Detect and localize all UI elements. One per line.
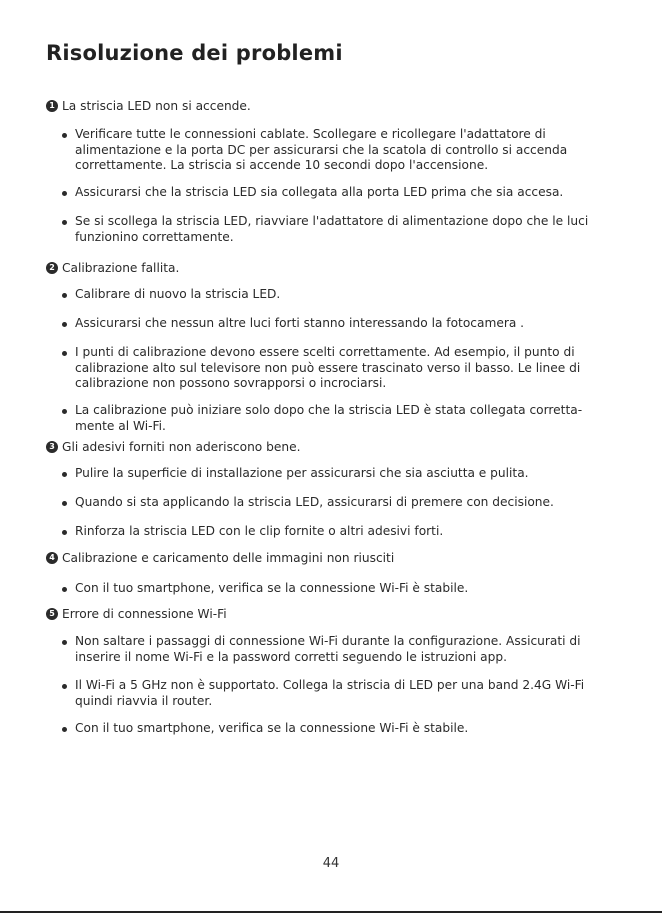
section-4-heading bbox=[46, 550, 394, 566]
bullet-icon bbox=[62, 293, 67, 298]
number-5-badge: 5 bbox=[46, 608, 58, 620]
bullet-icon bbox=[62, 351, 67, 356]
list-item: Rinforza la striscia LED con le clip fornite o altri adesivi forti. bbox=[62, 524, 590, 540]
section-3-heading bbox=[46, 439, 300, 455]
section-5-heading-text: Errore di connessione Wi-Fi bbox=[62, 607, 227, 621]
section-1-heading-text: La striscia LED non si accende. bbox=[62, 99, 251, 113]
list-item: Se si scollega la striscia LED, riavviare l'adattatore di alimentazione dopo che le luci funzionino correttamente. bbox=[62, 214, 590, 245]
number-1-badge: 1 bbox=[46, 100, 58, 112]
list-item: Calibrare di nuovo la striscia LED. bbox=[62, 287, 590, 303]
list-item: Non saltare i passaggi di connessione Wi-Fi durante la configurazione. Assicurati di inserire il nome Wi-Fi e la password corretti seguendo le istruzioni app. bbox=[62, 634, 590, 665]
bullet-icon bbox=[62, 530, 67, 535]
bullet-icon bbox=[62, 684, 67, 689]
list-item: Verificare tutte le connessioni cablate. Scollegare e ricollegare l'adattatore di alimentazione e la porta DC per assicurarsi che la scatola di controllo si accenda correttamente. La striscia si accende 10 secondi dopo l'accensione. bbox=[62, 127, 590, 174]
list-item: I punti di calibrazione devono essere scelti correttamente. Ad esempio, il punto di calibrazione alto sul televisore non può essere trascinato verso il basso. Le linee di calibrazione non possono sovrapporsi o incrociarsi. bbox=[62, 345, 590, 392]
section-2-heading bbox=[46, 260, 179, 276]
bullet-icon bbox=[62, 191, 67, 196]
bullet-icon bbox=[62, 133, 67, 138]
bullet-icon bbox=[62, 409, 67, 414]
list-item: La calibrazione può iniziare solo dopo che la striscia LED è stata collegata corretta-mente al Wi-Fi. bbox=[62, 403, 590, 434]
bullet-icon bbox=[62, 640, 67, 645]
number-4-badge: 4 bbox=[46, 552, 58, 564]
list-item: Pulire la superficie di installazione per assicurarsi che sia asciutta e pulita. bbox=[62, 466, 590, 482]
bullet-icon bbox=[62, 322, 67, 327]
bullet-icon bbox=[62, 587, 67, 592]
bullet-icon bbox=[62, 472, 67, 477]
page-number: 44 bbox=[322, 856, 340, 871]
list-item: Con il tuo smartphone, verifica se la connessione Wi-Fi è stabile. bbox=[62, 721, 590, 737]
bullet-icon bbox=[62, 220, 67, 225]
section-3-heading-text: Gli adesivi forniti non aderiscono bene. bbox=[62, 440, 301, 454]
number-2-badge: 2 bbox=[46, 262, 58, 274]
bullet-icon bbox=[62, 727, 67, 732]
section-2-heading-text: Calibrazione fallita. bbox=[62, 261, 180, 275]
section-5-heading bbox=[46, 606, 227, 622]
section-1-heading bbox=[46, 98, 251, 114]
list-item: Il Wi-Fi a 5 GHz non è supportato. Collega la striscia di LED per una band 2.4G Wi-Fi quindi riavvia il router. bbox=[62, 678, 590, 709]
page-title: Risoluzione dei problemi bbox=[46, 41, 343, 65]
bottom-divider bbox=[0, 911, 662, 913]
list-item: Assicurarsi che la striscia LED sia collegata alla porta LED prima che sia accesa. bbox=[62, 185, 590, 201]
bullet-icon bbox=[62, 501, 67, 506]
list-item: Con il tuo smartphone, verifica se la connessione Wi-Fi è stabile. bbox=[62, 581, 590, 597]
number-3-badge: 3 bbox=[46, 441, 58, 453]
list-item: Assicurarsi che nessun altre luci forti stanno interessando la fotocamera . bbox=[62, 316, 590, 332]
section-4-heading-text: Calibrazione e caricamento delle immagini non riusciti bbox=[62, 551, 395, 565]
list-item: Quando si sta applicando la striscia LED, assicurarsi di premere con decisione. bbox=[62, 495, 590, 511]
